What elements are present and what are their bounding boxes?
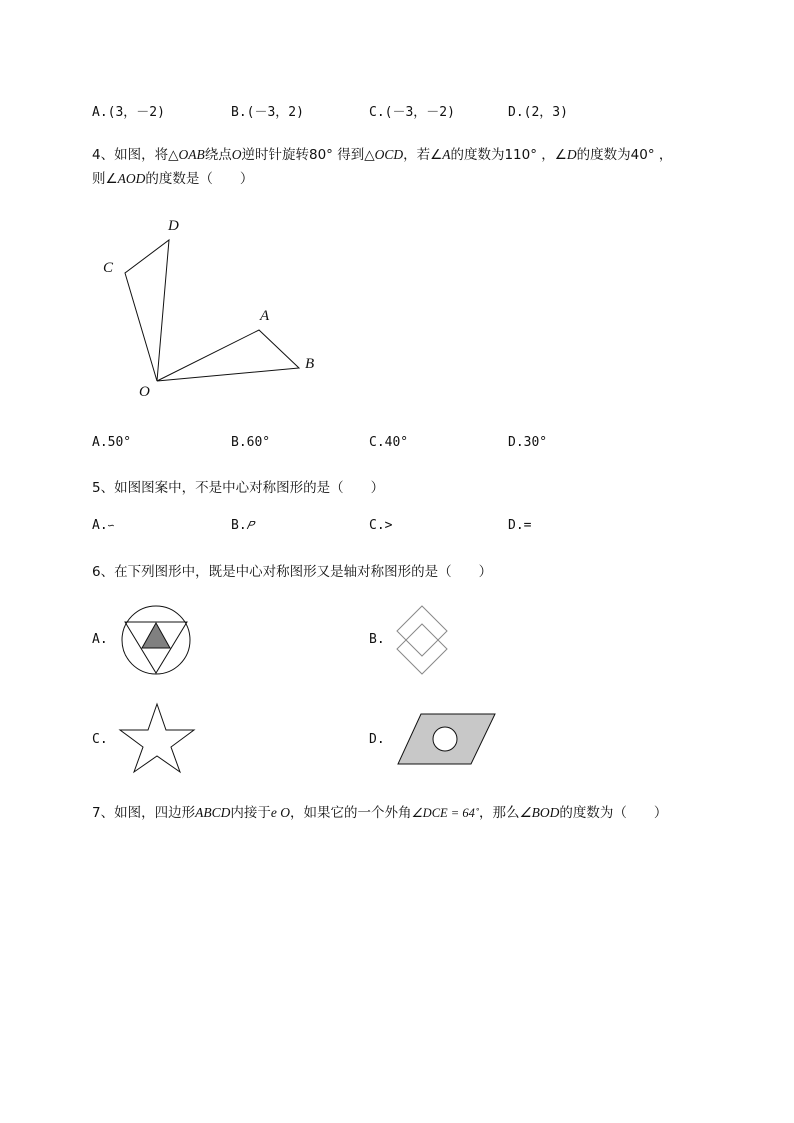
q7-math-angle-dce: ∠DCE = 64˚ xyxy=(411,806,480,820)
q3-option-a-text: (3，－2) xyxy=(107,105,165,120)
label-c: C xyxy=(103,260,114,276)
shaded-triangle xyxy=(142,623,170,648)
q5-option-c-symbol: > xyxy=(384,518,393,533)
q4-text-1: 4、如图，将△ xyxy=(92,147,179,163)
q7-text-1: 7、如图，四边形 xyxy=(92,805,196,821)
q6-option-b-figure[interactable] xyxy=(396,605,448,675)
q5-option-b-letter: B. xyxy=(231,518,247,533)
q4-math-ocd: OCD xyxy=(374,147,404,162)
q4-text-3: 逆时针旋转80° 得到△ xyxy=(241,147,375,163)
label-b: B xyxy=(305,356,315,372)
q5-option-a-symbol: ∽ xyxy=(107,519,115,532)
q4-text-4: ，若∠ xyxy=(403,147,443,163)
q4-option-a-letter: A. xyxy=(92,435,108,450)
label-o: O xyxy=(139,384,150,400)
q4-option-a-text: 50° xyxy=(107,435,132,450)
q6-option-c-figure[interactable] xyxy=(119,703,195,773)
q5-option-d-symbol: = xyxy=(523,518,532,533)
q3-option-b-letter: B. xyxy=(231,105,247,120)
q4-math-aod: AOD xyxy=(117,171,146,186)
label-a: A xyxy=(260,308,270,324)
q7-math-abcd: ABCD xyxy=(195,805,231,820)
q6-option-d-letter[interactable]: D. xyxy=(369,732,385,747)
q6-option-a-letter[interactable]: A. xyxy=(92,632,108,647)
q4-option-b-letter: B. xyxy=(231,435,247,450)
q4-option-c-text: 40° xyxy=(384,435,409,450)
upper-diamond xyxy=(397,606,447,656)
q5-option-d[interactable] xyxy=(508,518,531,533)
q4-option-a[interactable] xyxy=(92,435,131,450)
q3-option-c-letter: C. xyxy=(369,105,385,120)
hole-circle xyxy=(433,727,457,751)
q6-option-c-letter[interactable]: C. xyxy=(92,732,108,747)
q4-option-b-text: 60° xyxy=(246,435,271,450)
q4-option-d-text: 30° xyxy=(523,435,548,450)
q3-option-d-text: (2，3) xyxy=(523,105,568,120)
lower-diamond xyxy=(397,624,447,674)
q5-option-c[interactable] xyxy=(369,518,392,533)
q7-text-2: 内接于 xyxy=(230,805,271,821)
q5-option-a-letter: A. xyxy=(92,518,108,533)
q5-option-d-letter: D. xyxy=(508,518,524,533)
q5-option-b[interactable] xyxy=(231,518,254,533)
q6-option-a-figure[interactable] xyxy=(120,604,192,676)
q7-text-5: 的度数为（ ） xyxy=(559,805,668,821)
q6-option-b-letter[interactable]: B. xyxy=(369,632,385,647)
q5-option-a[interactable] xyxy=(92,518,114,533)
q4-line2-text-a: 则∠ xyxy=(92,171,118,187)
q7-math-angle-bod: ∠BOD xyxy=(519,805,560,820)
q6-stem: 6、在下列图形中，既是中心对称图形又是轴对称图形的是（ ） xyxy=(92,564,493,580)
q7-text-4: ，那么 xyxy=(479,805,520,821)
q3-option-d-letter: D. xyxy=(508,105,524,120)
q5-option-b-symbol: 𝑃 xyxy=(246,520,254,532)
q3-option-c-text: (－3，－2) xyxy=(384,105,455,120)
q4-option-d-letter: D. xyxy=(508,435,524,450)
q3-option-b-text: (－3，2) xyxy=(246,105,304,120)
q4-text-5: 的度数为110° ，∠ xyxy=(450,147,567,163)
q4-option-c-letter: C. xyxy=(369,435,385,450)
q7-text-3: ，如果它的一个外角 xyxy=(289,805,412,821)
q5-option-c-letter: C. xyxy=(369,518,385,533)
q6-option-d-figure[interactable] xyxy=(397,713,497,765)
q4-math-d: D xyxy=(566,147,577,162)
q4-text-6: 的度数为40° ， xyxy=(576,147,673,163)
q4-math-oab: OAB xyxy=(178,147,205,162)
q7-stem xyxy=(92,801,667,821)
q4-option-b[interactable] xyxy=(231,435,270,450)
q5-stem: 5、如图图案中，不是中心对称图形的是（ ） xyxy=(92,480,385,496)
label-d: D xyxy=(168,218,179,234)
triangle-oab xyxy=(157,330,299,381)
q4-text-2: 绕点 xyxy=(204,147,232,163)
q4-math-o: O xyxy=(231,147,242,162)
q3-option-a-letter: A. xyxy=(92,105,108,120)
q4-option-c[interactable] xyxy=(369,435,408,450)
q7-math-circle-o: e O xyxy=(270,805,290,820)
q4-line2-text-b: 的度数是（ ） xyxy=(145,171,254,187)
q4-math-a: A xyxy=(442,147,451,162)
q4-option-d[interactable] xyxy=(508,435,547,450)
five-point-star xyxy=(120,704,194,772)
triangle-ocd xyxy=(125,240,169,381)
